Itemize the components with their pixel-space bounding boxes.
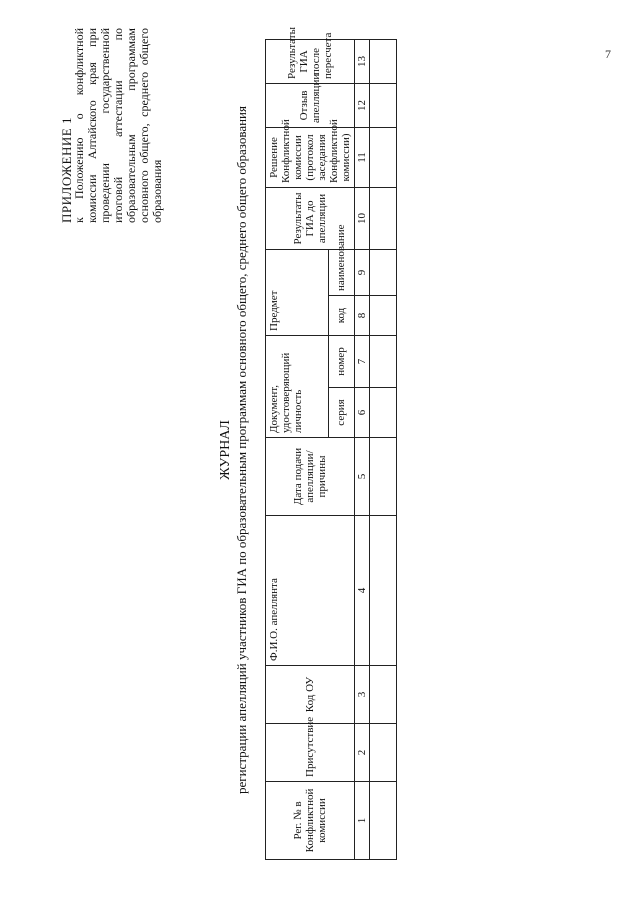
col-num-5: 5 (355, 438, 370, 516)
empty-cell (370, 83, 397, 127)
empty-cell (370, 388, 397, 438)
header-subject: Предмет (266, 249, 329, 335)
appendix-heading: ПРИЛОЖЕНИЕ 1 (59, 117, 74, 223)
header-ou-code: Код ОУ (266, 666, 355, 724)
title-block (218, 40, 249, 860)
appeals-journal-table (265, 27, 397, 860)
empty-cell (370, 127, 397, 187)
journal-subtitle: регистрации апелляций участников ГИА по образовательным программам основного общего, среднего общего образования (234, 106, 249, 794)
header-doc-series: серия (328, 388, 354, 438)
empty-cell (370, 516, 397, 666)
header-presence: Присутствие (266, 724, 355, 782)
empty-cell (370, 249, 397, 295)
empty-cell (370, 295, 397, 335)
header-row-1 (266, 39, 329, 859)
page-number: 7 (605, 47, 611, 61)
col-num-6: 6 (355, 388, 370, 438)
col-num-13: 13 (355, 39, 370, 83)
col-num-9: 9 (355, 249, 370, 295)
appendix-note (60, 28, 164, 223)
header-date: Дата подачи апелляции/причины (266, 438, 355, 516)
appendix-text: к Положению о конфликтной комиссии Алтайского края при проведении государственной итоговой аттестации по образовательным программам основного общего, среднего общего образования (72, 28, 164, 223)
col-num-8: 8 (355, 295, 370, 335)
header-fio: Ф.И.О. апеллянта (266, 516, 355, 666)
table-row-empty (370, 39, 397, 859)
empty-cell (370, 438, 397, 516)
header-decision: Решение Конфликтной комиссии (протокол заседания Конфликтной комиссии) (266, 127, 355, 187)
header-subject-code: код (328, 295, 354, 335)
col-num-4: 4 (355, 516, 370, 666)
journal-title: ЖУРНАЛ (218, 420, 233, 480)
col-num-1: 1 (355, 782, 370, 860)
empty-cell (370, 187, 397, 249)
header-document: Документ, удостоверяющий личность (266, 335, 329, 437)
col-num-12: 12 (355, 83, 370, 127)
col-num-2: 2 (355, 724, 370, 782)
empty-cell (370, 39, 397, 83)
rotated-content (59, 27, 490, 860)
empty-cell (370, 724, 397, 782)
empty-cell (370, 666, 397, 724)
header-result-before: Результаты ГИА до апелляции (266, 187, 355, 249)
header-subject-name: наименование (328, 249, 354, 295)
header-doc-number: номер (328, 335, 354, 387)
col-num-7: 7 (355, 335, 370, 387)
col-num-3: 3 (355, 666, 370, 724)
header-withdrawal: Отзыв апелляции (266, 83, 355, 127)
header-result-after: Результаты ГИА после пересчета (266, 39, 355, 83)
header-reg-no: Рег. № в Конфликтной комиссии (266, 782, 355, 860)
column-number-row (355, 39, 370, 859)
col-num-11: 11 (355, 127, 370, 187)
col-num-10: 10 (355, 187, 370, 249)
empty-cell (370, 335, 397, 387)
empty-cell (370, 782, 397, 860)
